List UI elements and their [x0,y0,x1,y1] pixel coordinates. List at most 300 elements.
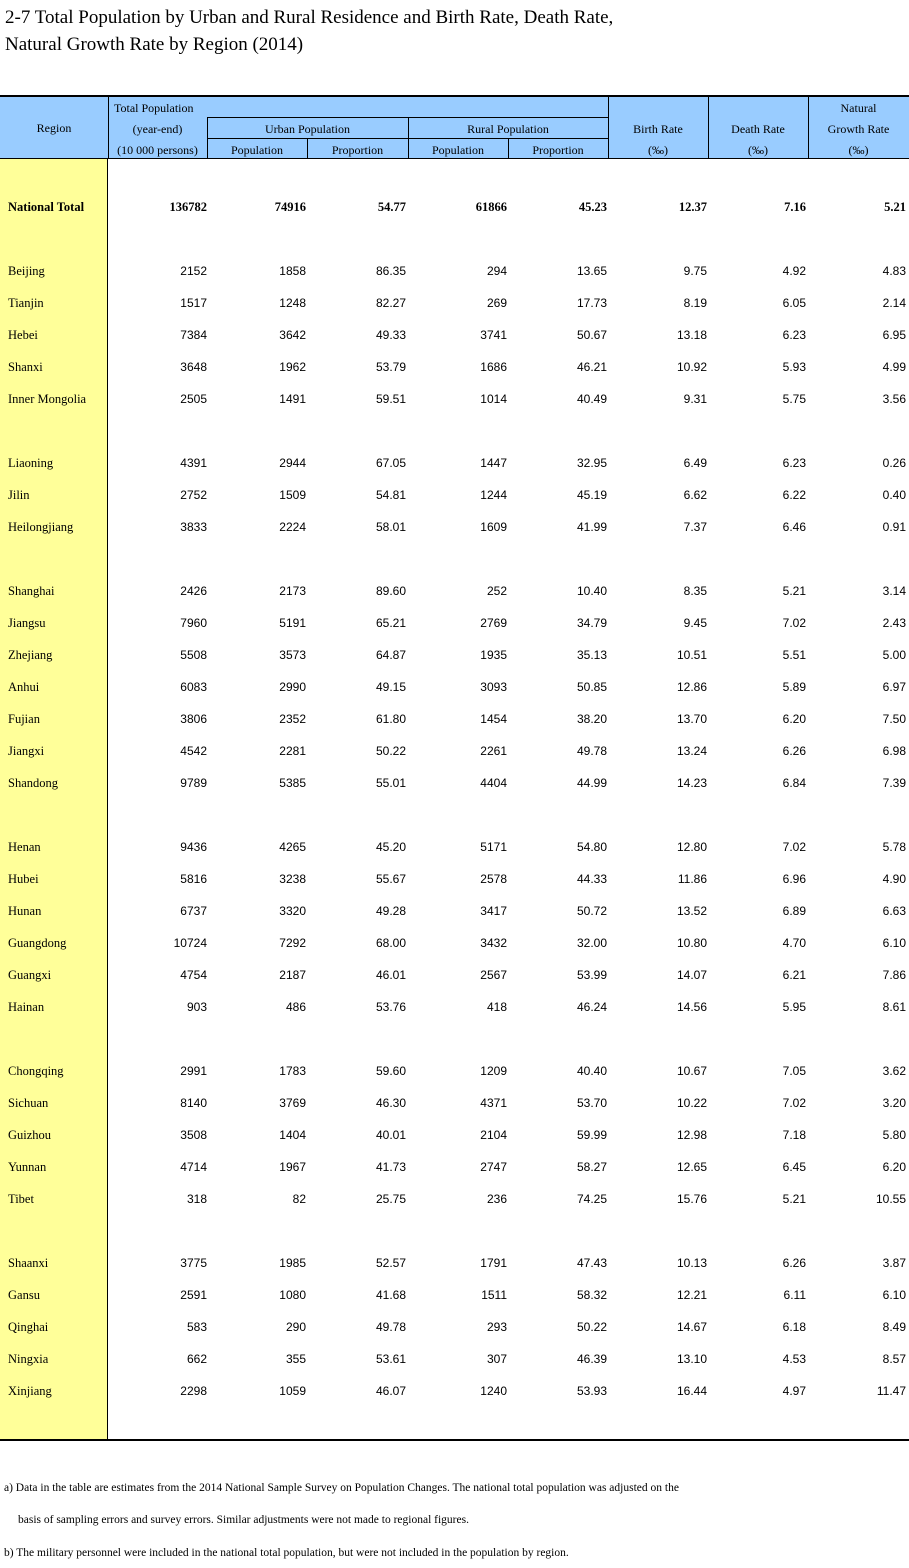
rural-proportion-cell: 53.70 [576,1096,607,1110]
urban-proportion-cell: 64.87 [375,648,406,662]
urban-population-cell: 3320 [279,904,306,918]
total-population-cell: 3833 [180,520,207,534]
rural-population-cell: 4371 [480,1096,507,1110]
total-population-cell: 2505 [180,392,207,406]
birth-rate-cell: 14.56 [676,1000,707,1014]
urban-proportion-cell: 61.80 [375,712,406,726]
rural-population-cell: 1454 [480,712,507,726]
header-death-unit: (‰) [748,143,768,157]
region-name: Ningxia [8,1352,49,1366]
death-rate-cell: 7.02 [782,1096,806,1110]
header-rural: Rural Population [467,122,549,136]
table-row [0,1061,909,1081]
natural-growth-rate-cell: 8.57 [882,1352,906,1366]
death-rate-cell: 6.23 [782,456,806,470]
table-row [0,901,909,921]
natural-growth-rate-cell: 6.10 [882,1288,906,1302]
region-name: Gansu [8,1288,40,1302]
header-total-line3: (10 000 persons) [117,143,198,157]
urban-proportion-cell: 49.78 [375,1320,406,1334]
death-rate-cell: 6.84 [782,776,806,790]
urban-population-cell: 3642 [279,328,306,342]
total-population-cell: 662 [186,1352,207,1366]
natural-growth-rate-cell: 0.91 [882,520,906,534]
rural-population-cell: 1240 [480,1384,507,1398]
urban-population-cell: 1404 [279,1128,306,1142]
birth-rate-cell: 15.76 [676,1192,707,1206]
death-rate-cell: 5.95 [782,1000,806,1014]
birth-rate-cell: 10.80 [676,936,707,950]
total-population-cell: 5816 [180,872,207,886]
total-population-cell: 4754 [180,968,207,982]
region-name: Guangdong [8,936,67,950]
header-total-line2: (year-end) [132,122,183,136]
rural-proportion-cell: 40.49 [576,392,607,406]
rural-population-cell: 1686 [480,360,507,374]
urban-proportion-cell: 25.75 [375,1192,406,1206]
birth-rate-cell: 10.67 [676,1064,707,1078]
birth-rate-cell: 13.10 [676,1352,707,1366]
table-row [0,485,909,505]
death-rate-cell: 7.02 [782,616,806,630]
total-population-cell: 3806 [180,712,207,726]
birth-rate-cell: 14.07 [676,968,707,982]
urban-population-cell: 2173 [279,584,306,598]
total-population-cell: 4714 [180,1160,207,1174]
total-population-cell: 5508 [180,648,207,662]
death-rate-cell: 7.02 [782,840,806,854]
birth-rate-cell: 13.52 [676,904,707,918]
region-name: Liaoning [8,456,54,470]
region-name: Qinghai [8,1320,49,1334]
urban-population-cell: 1248 [279,296,306,310]
urban-proportion-cell: 55.01 [375,776,406,790]
death-rate-cell: 6.46 [782,520,806,534]
rural-population-cell: 1609 [480,520,507,534]
note-b: b) The military personnel were included in the national total population, but were not included in the population by region. [4,1547,569,1559]
table-row [0,581,909,601]
total-population-cell: 3775 [180,1256,207,1270]
urban-proportion-cell: 41.73 [375,1160,406,1174]
table-row [0,389,909,409]
region-name: Hubei [8,872,39,886]
table-row [0,517,909,537]
death-rate-cell: 6.26 [782,744,806,758]
natural-growth-rate-cell: 5.78 [882,840,906,854]
region-name: Heilongjiang [8,520,74,534]
table-row [0,997,909,1017]
natural-growth-rate-cell: 6.95 [882,328,906,342]
rural-population-cell: 1935 [480,648,507,662]
header-total-line1: Total Population [114,101,194,115]
region-name: Tianjin [8,296,44,310]
total-population-cell: 9436 [180,840,207,854]
table-row [0,837,909,857]
natural-growth-rate-cell: 7.86 [882,968,906,982]
death-rate-cell: 6.20 [782,712,806,726]
rural-proportion-cell: 13.65 [576,264,607,278]
natural-growth-rate-cell: 7.50 [882,712,906,726]
rural-proportion-cell: 58.32 [576,1288,607,1302]
birth-rate-cell: 9.75 [683,264,707,278]
urban-proportion-cell: 59.60 [375,1064,406,1078]
birth-rate-cell: 12.21 [676,1288,707,1302]
table-row [0,325,909,345]
birth-rate-cell: 7.37 [683,520,707,534]
table-row [0,677,909,697]
birth-rate-cell: 16.44 [676,1384,707,1398]
total-population-cell: 6083 [180,680,207,694]
death-rate-cell: 4.92 [782,264,806,278]
natural-growth-rate-cell: 4.83 [882,264,906,278]
rural-proportion-cell: 44.33 [576,872,607,886]
urban-population-cell: 4265 [279,840,306,854]
total-population-cell: 903 [186,1000,207,1014]
urban-population-cell: 5191 [279,616,306,630]
total-population-cell: 3648 [180,360,207,374]
birth-rate-cell: 8.35 [683,584,707,598]
region-name: Henan [8,840,41,854]
total-population-cell: 4391 [180,456,207,470]
total-population-cell: 2298 [180,1384,207,1398]
rural-proportion-cell: 34.79 [576,616,607,630]
rural-population-cell: 3417 [480,904,507,918]
rural-population-cell: 1014 [480,392,507,406]
table-row [0,709,909,729]
total-population-cell: 4542 [180,744,207,758]
rural-population-cell: 1244 [480,488,507,502]
header-rural-population: Population [431,143,484,157]
birth-rate-cell: 11.86 [677,872,707,886]
header-growth-line1: Natural [840,101,877,115]
birth-rate-cell: 10.13 [676,1256,707,1270]
urban-proportion-cell: 59.51 [375,392,406,406]
natural-growth-rate-cell: 3.14 [882,584,906,598]
table-row [0,933,909,953]
table-row [0,773,909,793]
note-a-line1: a) Data in the table are estimates from the 2014 National Sample Survey on Population Changes. The national total population was adjusted on the [4,1482,679,1494]
region-name: Sichuan [8,1096,49,1110]
urban-proportion-cell: 46.30 [375,1096,406,1110]
urban-proportion-cell: 58.01 [375,520,406,534]
table-row [0,1381,909,1401]
death-rate-cell: 4.70 [782,936,806,950]
urban-proportion-cell: 52.57 [375,1256,406,1270]
header-growth-unit: (‰) [848,143,869,157]
birth-rate-cell: 13.24 [676,744,707,758]
natural-growth-rate-cell: 3.20 [882,1096,906,1110]
region-name: Hebei [8,328,38,342]
rural-proportion-cell: 41.99 [576,520,607,534]
urban-proportion-cell: 46.01 [375,968,406,982]
death-rate-cell: 6.45 [782,1160,806,1174]
urban-population-cell: 2352 [279,712,306,726]
urban-population-cell: 3573 [279,648,306,662]
rural-population-cell: 269 [486,296,507,310]
natural-growth-rate-cell: 5.21 [884,200,906,214]
table-row [0,261,909,281]
natural-growth-rate-cell: 6.97 [882,680,906,694]
natural-growth-rate-cell: 11.47 [876,1384,906,1398]
rural-proportion-cell: 47.43 [576,1256,607,1270]
natural-growth-rate-cell: 2.43 [882,616,906,630]
total-population-cell: 318 [186,1192,207,1206]
birth-rate-cell: 13.70 [676,712,707,726]
urban-proportion-cell: 50.22 [375,744,406,758]
natural-growth-rate-cell: 2.14 [882,296,906,310]
region-name: Jilin [8,488,30,502]
natural-growth-rate-cell: 0.26 [882,456,906,470]
urban-proportion-cell: 53.76 [375,1000,406,1014]
rural-population-cell: 4404 [480,776,507,790]
header-rural-proportion: Proportion [532,143,584,157]
rural-proportion-cell: 53.99 [576,968,607,982]
urban-proportion-cell: 55.67 [375,872,406,886]
region-name: Chongqing [8,1064,64,1078]
urban-proportion-cell: 54.77 [377,200,406,214]
rural-population-cell: 3093 [480,680,507,694]
death-rate-cell: 6.11 [783,1288,806,1302]
rural-proportion-cell: 50.85 [576,680,607,694]
birth-rate-cell: 14.23 [676,776,707,790]
total-population-cell: 583 [186,1320,207,1334]
birth-rate-cell: 10.22 [676,1096,707,1110]
rural-population-cell: 294 [486,264,507,278]
rural-population-cell: 252 [486,584,507,598]
rural-proportion-cell: 46.39 [576,1352,607,1366]
urban-proportion-cell: 68.00 [375,936,406,950]
natural-growth-rate-cell: 6.98 [882,744,906,758]
header-growth-line2: Growth Rate [827,122,890,136]
header-birth-unit: (‰) [648,143,668,157]
header-urban: Urban Population [265,122,350,136]
birth-rate-cell: 9.31 [683,392,707,406]
rural-proportion-cell: 50.67 [576,328,607,342]
natural-growth-rate-cell: 10.55 [875,1192,906,1206]
urban-proportion-cell: 86.35 [375,264,406,278]
rural-proportion-cell: 45.19 [576,488,607,502]
region-name: Fujian [8,712,40,726]
rural-proportion-cell: 32.00 [576,936,607,950]
rural-proportion-cell: 74.25 [576,1192,607,1206]
table-row [0,1125,909,1145]
urban-proportion-cell: 65.21 [375,616,406,630]
rural-proportion-cell: 49.78 [576,744,607,758]
region-name: National Total [8,200,85,214]
region-name: Jiangsu [8,616,46,630]
table-row [0,613,909,633]
birth-rate-cell: 6.49 [683,456,707,470]
death-rate-cell: 6.21 [782,968,806,982]
title-line-2: Natural Growth Rate by Region (2014) [5,34,304,55]
natural-growth-rate-cell: 8.49 [882,1320,906,1334]
total-population-cell: 8140 [180,1096,207,1110]
rural-population-cell: 1511 [481,1288,507,1302]
death-rate-cell: 4.53 [782,1352,806,1366]
rural-proportion-cell: 17.73 [576,296,607,310]
urban-population-cell: 1962 [279,360,306,374]
region-name: Shanxi [8,360,43,374]
birth-rate-cell: 12.37 [678,200,707,214]
urban-proportion-cell: 53.61 [375,1352,406,1366]
urban-proportion-cell: 46.07 [375,1384,406,1398]
urban-population-cell: 486 [285,1000,306,1014]
death-rate-cell: 6.96 [782,872,806,886]
death-rate-cell: 7.16 [784,200,806,214]
total-population-cell: 2152 [180,264,207,278]
total-population-cell: 9789 [180,776,207,790]
rural-proportion-cell: 38.20 [576,712,607,726]
birth-rate-cell: 10.51 [676,648,707,662]
urban-population-cell: 355 [285,1352,306,1366]
table-row [0,293,909,313]
rural-population-cell: 2747 [480,1160,507,1174]
region-name: Shaanxi [8,1256,49,1270]
table-row [0,645,909,665]
rural-population-cell: 1447 [480,456,507,470]
table-row [0,1157,909,1177]
urban-population-cell: 290 [285,1320,306,1334]
death-rate-cell: 6.05 [782,296,806,310]
rural-population-cell: 1209 [480,1064,507,1078]
rural-proportion-cell: 32.95 [576,456,607,470]
urban-population-cell: 2187 [279,968,306,982]
rural-population-cell: 2261 [480,744,507,758]
total-population-cell: 1517 [180,296,207,310]
death-rate-cell: 7.05 [782,1064,806,1078]
region-name: Tibet [8,1192,34,1206]
region-name: Anhui [8,680,40,694]
rural-proportion-cell: 40.40 [576,1064,607,1078]
rural-proportion-cell: 46.24 [576,1000,607,1014]
birth-rate-cell: 12.65 [676,1160,707,1174]
table-header [0,95,909,159]
rural-population-cell: 236 [486,1192,507,1206]
rural-proportion-cell: 44.99 [576,776,607,790]
urban-population-cell: 1080 [279,1288,306,1302]
table-bottom-rule [0,1439,909,1441]
table-row [0,1349,909,1369]
urban-proportion-cell: 49.33 [375,328,406,342]
rural-population-cell: 61866 [475,200,507,214]
urban-population-cell: 5385 [279,776,306,790]
death-rate-cell: 6.89 [782,904,806,918]
urban-population-cell: 1491 [279,392,306,406]
urban-proportion-cell: 45.20 [375,840,406,854]
table-row [0,1317,909,1337]
urban-population-cell: 2224 [279,520,306,534]
natural-growth-rate-cell: 4.99 [882,360,906,374]
birth-rate-cell: 13.18 [676,328,707,342]
region-name: Beijing [8,264,45,278]
natural-growth-rate-cell: 3.87 [882,1256,906,1270]
birth-rate-cell: 8.19 [683,296,707,310]
table-row [0,1093,909,1113]
region-name: Guangxi [8,968,52,982]
header-region: Region [36,121,72,135]
birth-rate-cell: 14.67 [676,1320,707,1334]
total-population-cell: 3508 [180,1128,207,1142]
rural-population-cell: 3741 [480,328,507,342]
natural-growth-rate-cell: 8.61 [882,1000,906,1014]
note-a-line2: basis of sampling errors and survey errors. Similar adjustments were not made to regional figures. [18,1514,469,1526]
rural-population-cell: 2578 [480,872,507,886]
total-population-cell: 2752 [180,488,207,502]
table-row [0,357,909,377]
urban-population-cell: 7292 [279,936,306,950]
death-rate-cell: 5.21 [782,584,806,598]
urban-population-cell: 82 [292,1192,306,1206]
birth-rate-cell: 9.45 [683,616,707,630]
urban-population-cell: 74916 [274,200,306,214]
table-row [0,453,909,473]
table-row [0,741,909,761]
natural-growth-rate-cell: 0.40 [882,488,906,502]
rural-proportion-cell: 54.80 [576,840,607,854]
rural-population-cell: 2567 [480,968,507,982]
urban-population-cell: 1858 [279,264,306,278]
urban-proportion-cell: 53.79 [375,360,406,374]
death-rate-cell: 5.89 [782,680,806,694]
total-population-cell: 136782 [169,200,207,214]
rural-population-cell: 5171 [480,840,507,854]
death-rate-cell: 6.22 [782,488,806,502]
birth-rate-cell: 6.62 [683,488,707,502]
region-name: Hainan [8,1000,45,1014]
rural-population-cell: 418 [486,1000,507,1014]
natural-growth-rate-cell: 7.39 [882,776,906,790]
natural-growth-rate-cell: 4.90 [882,872,906,886]
table-title [5,4,613,58]
death-rate-cell: 6.18 [782,1320,806,1334]
total-population-cell: 2426 [180,584,207,598]
urban-proportion-cell: 82.27 [375,296,406,310]
urban-proportion-cell: 41.68 [375,1288,406,1302]
urban-population-cell: 3238 [279,872,306,886]
natural-growth-rate-cell: 5.80 [882,1128,906,1142]
death-rate-cell: 5.51 [782,648,806,662]
region-name: Shanghai [8,584,55,598]
header-urban-proportion: Proportion [331,143,384,157]
table-row [0,1253,909,1273]
rural-proportion-cell: 50.72 [576,904,607,918]
urban-proportion-cell: 49.15 [375,680,406,694]
total-population-cell: 6737 [180,904,207,918]
death-rate-cell: 5.21 [782,1192,806,1206]
region-name: Shandong [8,776,58,790]
birth-rate-cell: 10.92 [676,360,707,374]
natural-growth-rate-cell: 6.10 [882,936,906,950]
birth-rate-cell: 12.86 [676,680,707,694]
urban-proportion-cell: 54.81 [375,488,406,502]
rural-population-cell: 2769 [480,616,507,630]
natural-growth-rate-cell: 6.63 [882,904,906,918]
total-population-cell: 7384 [180,328,207,342]
total-population-cell: 2591 [180,1288,207,1302]
total-population-cell: 10724 [173,936,207,950]
natural-growth-rate-cell: 5.00 [882,648,906,662]
header-urban-population: Population [230,143,283,157]
region-name: Yunnan [8,1160,47,1174]
natural-growth-rate-cell: 6.20 [882,1160,906,1174]
birth-rate-cell: 12.98 [676,1128,707,1142]
urban-population-cell: 3769 [279,1096,306,1110]
national-total-row [0,197,909,217]
title-line-1: 2-7 Total Population by Urban and Rural Residence and Birth Rate, Death Rate, [5,7,614,28]
urban-proportion-cell: 49.28 [375,904,406,918]
urban-population-cell: 1985 [279,1256,306,1270]
death-rate-cell: 4.97 [782,1384,806,1398]
